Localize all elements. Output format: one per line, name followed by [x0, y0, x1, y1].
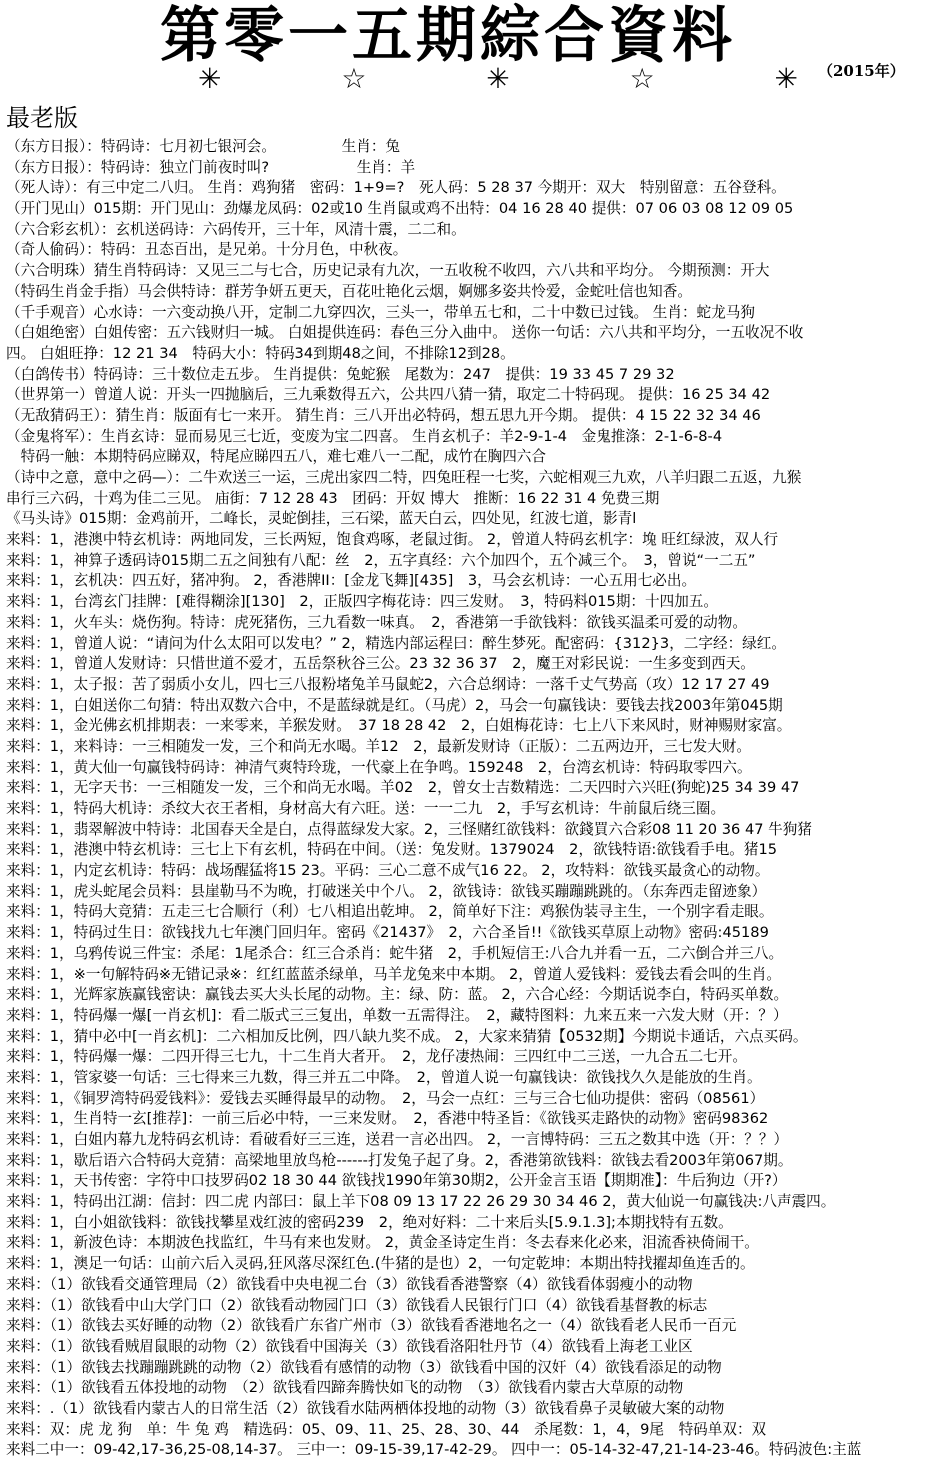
- text-line: 来料：1，新波色诗：本期波色找监红，牛马有来也发财。 2，黄金圣诗定生肖：冬去春来化必来，泪流香袂倚闹干。: [6, 1234, 759, 1252]
- text-line: 来料：1，《铜罗湾特码爱钱料》：爱钱去买睡得最早的动物。 2，马会一点红：三与三合七仙功提供：密码（08561）: [6, 1089, 765, 1107]
- text-line: 串行三六码，十鸡为佳二三见。 庙街：7 12 28 43 团码：开奴 博大 推断：16 22 31 4 免费三期: [6, 489, 660, 507]
- text-line: 《马头诗》015期：金鸡前开，二峰长，灵蛇倒挂，三石梁，蓝天白云，四处见，红波七道，影青l: [6, 510, 637, 528]
- text-line: （世界第一）曾道人说：开头一四抛脑后，三九乘数得五六，公共四八猜一猜，取定二十特码现。 提供：16 25 34 42: [6, 386, 771, 404]
- star-decoration: [198, 64, 798, 94]
- text-line: 特码一触：本期特码应睇双，特尾应睇四五八，难七难八一二配，成竹在胸四六合: [6, 448, 546, 466]
- text-line: （金鬼将军）：生肖玄诗：显而易见三七近，变废为宝二四喜。 生肖玄机子：羊2-9-1-4 金鬼推涤：2-1-6-8-4: [6, 427, 723, 445]
- text-line: 来料：（1）欲钱去找蹦蹦跳跳的动物（2）欲钱看有感情的动物（3）欲钱看中国的汉奸（4）欲钱看添足的动物: [6, 1358, 722, 1376]
- text-line: 来料：1，台湾玄门挂牌：[难得糊涂][130] 2，正版四字梅花诗：四三发财。 3，特码料015期：十四加五。: [6, 593, 718, 611]
- asterisk-icon: ✳: [486, 62, 510, 95]
- text-line: 来料：（1）欲钱看中山大学门口（2）欲钱看动物园门口（3）欲钱看人民银行门口（4）欲钱看基督教的标志: [6, 1296, 708, 1314]
- text-line: 来料：1，※一句解特码※无错记录※：红红蓝蓝杀绿单，马羊龙兔来中本期。 2，曾道人爱钱料：爱钱去看会叫的生肖。: [6, 965, 781, 983]
- page-title: 第零一五期綜合資料: [160, 1, 736, 71]
- text-line: 来料：（1）欲钱看交通管理局（2）欲钱看中央电视二台（3）欲钱看香港警察（4）欲钱看体弱瘦小的动物: [6, 1275, 693, 1293]
- text-line: 来料：1，特码爆一爆：二四开得三七九，十二生肖大者开。 2，龙仔凄热闹：三四红中二三送，一九合五二七开。: [6, 1048, 747, 1066]
- text-line: 来料：1，港澳中特玄机诗：三七上下有玄机，特码在中间。（送：兔发财。1379024 2，欲钱特语:欲钱看手电。猪15: [6, 841, 778, 859]
- text-line: 来料：1，歇后语六合特码大竞猜：高梁地里放鸟枪------打发兔子起了身。2，香港第欲钱料：欲钱去看2003年第067期。: [6, 1151, 793, 1169]
- text-line: （东方日报）：特码诗：七月初七银河会。 生肖：兔: [6, 138, 401, 155]
- asterisk-icon: ✳: [198, 62, 222, 95]
- text-line: 来料：（1）欲钱去买好睡的动物（2）欲钱看广东省广州市（3）欲钱看香港地名之一（4）欲钱看老人民币一百元: [6, 1317, 737, 1335]
- text-line: 来料：1，生肖特一玄[推荐]：一前三后必中特，一三来发财。 2，香港中特圣旨：《欲钱买走路快的动物》密码98362: [6, 1110, 769, 1128]
- text-line: 来料：1，太子报：苦了弱质小女儿，四七三八报粉堵兔羊马鼠蛇2，六合总纲诗：一落千丈气势高（攻）12 17 27 49: [6, 675, 770, 693]
- text-line: 来料：1，白小姐欲钱料：欲钱找攀星戏红波的密码239 2，绝对好料：二十来后头[5.9.1.3];本期找特有五数。: [6, 1213, 733, 1231]
- content-lines: [6, 137, 948, 1461]
- text-line: （千手观音）心水诗：一六变动换八开，定制二九穿四次，三头一，带单五七和，二十中数已过钱。 生肖：蛇龙马狗: [6, 303, 755, 321]
- text-line: （白姐绝密）白姐传密：五六钱财归一城。 白姐提供连码：春色三分入曲中。 送你一句话：六八共和平均分，一五收况不收: [6, 324, 804, 342]
- text-line: （无敌猜码王）：猜生肖：版面有七一来开。 猜生肖：三八开出必特码，想五思九开今期。 提供：4 15 22 32 34 46: [6, 406, 761, 424]
- star-icon: ☆: [629, 62, 655, 95]
- text-line: 来料：1，曾道人说：“请问为什么太阳可以发电？” 2，精选内部运程曰：醉生梦死。配密码：{312}3，二字经：绿红。: [6, 634, 786, 652]
- text-line: 来料：1，金光佛玄机排期表：一来零来，羊猴发财。 37 18 28 42 2，白姐梅花诗：七上八下来风时，财神赐财家富。: [6, 717, 792, 735]
- text-line: （死人诗）：有三中定二八归。 生肖：鸡狗猪 密码：1+9=? 死人码：5 28 37 今期开：双大 特别留意：五谷登科。: [6, 179, 786, 197]
- text-line: （六合明珠）猜生肖特码诗：又见三二与七合，历史记录有九次，一五收稅不收四，六八共和平均分。 今期预测：开大: [6, 262, 770, 280]
- text-line: 来料：1，神算子透码诗015期二五之间独有八配：丝 2，五字真经：六个加四个，五个减三个。 3，曾说“一二五”: [6, 551, 756, 569]
- text-line: 来料：1，无字天书：一三相随发一发，三个和尚无水喝。羊02 2，曾女士吉数精选：二天四时六兴旺(狗蛇)25 34 39 47: [6, 779, 800, 797]
- text-line: 来料：1，内定玄机诗：特码：战场醒猛将15 23。平码：三心二意不成气16 22。 2，攻特料：欲钱买最贪心的动物。: [6, 862, 770, 880]
- star-icon: ☆: [341, 62, 367, 95]
- asterisk-icon: ✳: [774, 62, 798, 95]
- text-line: 来料：1，猜中必中[一肖玄机]：二六相加反比例，四八缺九奖不成。 2，大家来猜猜【0532期】今期说卡通话，六点买码。: [6, 1027, 808, 1045]
- text-line: 来料：1，特码爆一爆[一肖玄机]：看二版式三三复出，单数一五需得注。 2，藏特图料：九来五来一六发大财（开：？）: [6, 1006, 788, 1024]
- text-line: 来料：1，管家婆一句话：三七得来三九数，得三并五二中降。 2，曾道人说一句赢钱诀：欲钱找久久是能放的生肖。: [6, 1068, 762, 1086]
- text-line: 来料：1，特码大竞猜：五走三七合顺行（利）七八相追出乾坤。 2，简单好下注：鸡猴伪装寻主生，一个别字看走眼。: [6, 903, 774, 921]
- text-line: 来料：1，来料诗：一三相随发一发，三个和尚无水喝。羊12 2，最新发财诗（正版）：二五两边开，三七发大财。: [6, 737, 751, 755]
- text-line: 来料：1，天书传密：字符中口技罗码02 18 30 44 欲钱找1990年第30期2，公开金言玉语【期期准】：牛后狗边（开?）: [6, 1172, 787, 1190]
- text-line: 来料：1，翡翠解波中特诗：北国春天全是白，点得蓝绿发大家。2，三怪赌红欲钱料：欲錢買六合彩08 11 20 36 47 牛狗猪: [6, 820, 812, 838]
- text-line: 来料：1，白姐内幕九龙特码玄机诗：看破看好三三连，送君一言必出四。 2，一言博特码：三五之数其中选（开：？？）: [6, 1131, 789, 1148]
- text-line: （东方日报）：特码诗：独立门前夜时叫? 生肖：羊: [6, 158, 416, 176]
- text-line: 来料：.（1）欲钱看内蒙古人的日常生活（2）欲钱看水陆两栖体投地的动物（3）欲钱看鼻子灵敏破大案的动物: [6, 1399, 725, 1417]
- text-line: 来料：1，特码大机诗：杀纹大衣王者相，身材高大有六旺。送：一一二九 2，手写玄机诗：牛前鼠后绕三圈。: [6, 800, 726, 817]
- text-line: 来料：1，乌鸦传说三件宝：杀尾：1尾杀合：红三合杀肖：蛇牛猪 2，手机短信王:八合九并看一五，二六倒合并三八。: [6, 944, 784, 962]
- text-line: 来料：1，虎头蛇尾会员料：县崖勒马不为晚，打破迷关中个八。 2，欲钱诗：欲钱买蹦蹦跳跳的。（东奔西走留迹象）: [6, 882, 767, 900]
- text-line: （六合彩玄机）：玄机送码诗：六码传开，三十年，风清十震，二二和。: [6, 220, 466, 238]
- text-line: 来料二中一：09-42,17-36,25-08,14-37。 三中一：09-15-39,17-42-29。 四中一：05-14-32-47,21-14-23-46。特码波色:主蓝: [6, 1441, 862, 1459]
- text-line: 来料：1，白姐送你二句猜：特出双数六合中，不是蓝绿就是红。（马虎）2，马会一句赢钱诀：要钱去找2003年第045期: [6, 696, 783, 714]
- text-line: （奇人偷码）：特码：丑态百出，是兄弟。十分月色，中秋夜。: [6, 241, 408, 259]
- text-line: 来料：（1）欲钱看贼眉鼠眼的动物（2）欲钱看中国海关（3）欲钱看洛阳牡丹节（4）欲钱看上海老工业区: [6, 1337, 693, 1355]
- text-line: 来料：1，曾道人发财诗：只惜世道不爱才，五岳祭秋谷三公。23 32 36 37 2，魔王对彩民说：一生多变到西天。: [6, 655, 755, 673]
- text-line: （开门见山）015期：开门见山：劲爆龙凤码：02或10 生肖鼠或鸡不出特：04 16 28 40 提供：07 06 03 08 12 09 05: [6, 200, 794, 218]
- year-label: （2015年）: [818, 62, 905, 80]
- text-line: 来料：1，港澳中特玄机诗：两地同发，三长两短，饱食鸡啄，老鼠过街。 2，曾道人特码玄机字：堍 旺红绿波，双人行: [6, 531, 779, 549]
- text-line: 来料：1，光辉家族赢钱密诀：赢钱去买大头长尾的动物。主：绿、防：蓝。 2，六合心经：今期话说李白，特码买单数。: [6, 986, 789, 1004]
- text-line: 四。 白姐旺挣：12 21 34 特码大小：特码34到期48之间，不排除12到28。: [6, 344, 515, 362]
- edition-label: 最老版: [6, 104, 78, 132]
- text-line: （白鸽传书）特码诗：三十数位走五步。 生肖提供：兔蛇猴 尾数为：247 提供：19 33 45 7 29 32: [6, 365, 675, 383]
- text-line: 来料：1，火车头：烧伤狗。特诗：虎死猪伤，三九看数一味真。 2，香港第一手欲钱料：欲钱买温柔可爱的动物。: [6, 613, 747, 631]
- text-line: 来料：双：虎 龙 狗 单：牛 兔 鸡 精选码：05、09、11、25、28、30、44 杀尾数：1，4，9尾 特码单双：双: [6, 1420, 767, 1438]
- text-line: 来料：1，特码出江湖：信封：四二虎 内部曰：鼠上羊下08 09 13 17 22 26 29 30 34 46 2，黄大仙说一句赢钱决:八声震四。: [6, 1193, 836, 1211]
- text-line: （特码生肖金手指）马会供特诗：群芳争妍五更天，百花吐艳化云烟，婀娜多姿共怜爱，金蛇吐信也知香。: [6, 282, 692, 300]
- text-line: 来料：（1）欲钱看五体投地的动物 （2）欲钱看四蹄奔腾快如飞的动物 （3）欲钱看内蒙古大草原的动物: [6, 1379, 684, 1397]
- text-line: 来料：1，特码过生日：欲钱找九七年澳门回归年。密码《21437》 2，六合圣旨!!《欲钱买草原上动物》密码:45189: [6, 924, 769, 942]
- text-line: 来料：1，玄机决：四五好，猪冲狗。 2，香港牌II：[金龙飞舞][435] 3，马会玄机诗：一心五用七必出。: [6, 572, 697, 590]
- text-line: 来料：1，黄大仙一句赢钱特码诗：神清气爽特玲珑，一代豪上在争鸣。159248 2，台湾玄机诗：特码取零四六。: [6, 758, 752, 776]
- text-line: 来料：1，澳足一句话：山前六后入灵码,狂风落尽深红色.(牛猪的是也）2，一句定乾坤：本期出特找擢却鱼连舌的。: [6, 1255, 755, 1273]
- text-line: （诗中之意，意中之码—）：二牛欢送三一运，三虎出家四二特，四兔旺程一七奖，六蛇相观三九欢，八羊归跟二五返，九猴: [6, 469, 802, 486]
